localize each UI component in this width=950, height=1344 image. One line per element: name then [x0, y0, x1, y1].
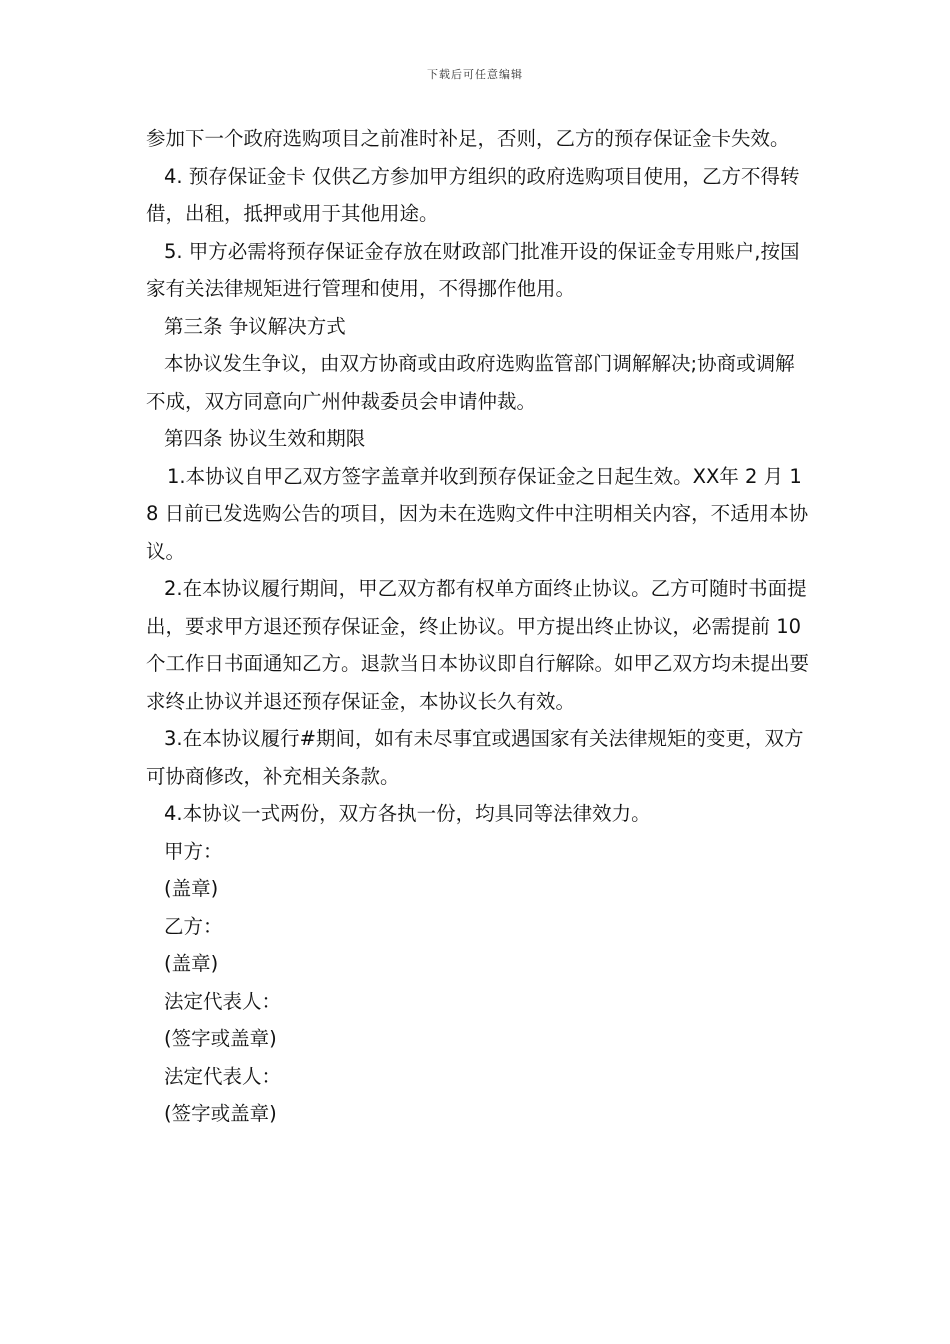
page-header: 下载后可任意编辑 — [427, 68, 523, 81]
article-4-item-3: 3.在本协议履行#期间，如有未尽事宜或遇国家有关法律规矩的变更，双方可协商修改，补充相关条款。 — [146, 727, 804, 788]
party-a-seal: (盖章) — [164, 877, 219, 900]
legal-rep-a-sign: (签字或盖章) — [164, 1027, 277, 1050]
party-b-label: 乙方： — [164, 914, 223, 938]
legal-rep-b-label: 法定代表人： — [164, 1064, 282, 1088]
article-4-item-4: 4.本协议一式两份，双方各执一份，均具同等法律效力。 — [164, 802, 651, 825]
clause-item-5: 5. 甲方必需将预存保证金存放在财政部门批准开设的保证金专用账户,按国家有关法律规矩进行管理和使用，不得挪作他用。 — [146, 239, 800, 300]
clause-item-4: 4. 预存保证金卡 仅供乙方参加甲方组织的政府选购项目使用，乙方不得转借，出租，抵押或用于其他用途。 — [146, 164, 800, 225]
article-4-item-1: 1.本协议自甲乙双方签字盖章并收到预存保证金之日起生效。XX年 2 月 18 日前已发选购公告的项目，因为未在选购文件中注明相关内容，不适用本协议。 — [146, 464, 809, 563]
legal-rep-a-label: 法定代表人： — [164, 989, 282, 1013]
legal-rep-b-sign: (签字或盖章) — [164, 1102, 277, 1125]
article-3-heading: 第三条 争议解决方式 — [164, 314, 346, 338]
article-4-heading: 第四条 协议生效和期限 — [164, 427, 366, 450]
party-b-seal: (盖章) — [164, 952, 219, 975]
paragraph-continuation: 参加下一个政府选购项目之前准时补足，否则，乙方的预存保证金卡失效。 — [146, 127, 790, 150]
article-4-item-2: 2.在本协议履行期间，甲乙双方都有权单方面终止协议。乙方可随时书面提出，要求甲方退还预存保证金，终止协议。甲方提出终止协议，必需提前 10 个工作日书面通知乙方。退款当日本协议即自行解除。如甲乙双方均未提出要求终止协议并退还预存保证金，本协议长久有效。 — [146, 577, 810, 713]
document-body — [146, 120, 810, 1133]
article-3-body: 本协议发生争议，由双方协商或由政府选购监管部门调解解决;协商或调解不成，双方同意向广州仲裁委员会申请仲裁。 — [146, 352, 795, 413]
party-a-label: 甲方： — [164, 839, 223, 863]
